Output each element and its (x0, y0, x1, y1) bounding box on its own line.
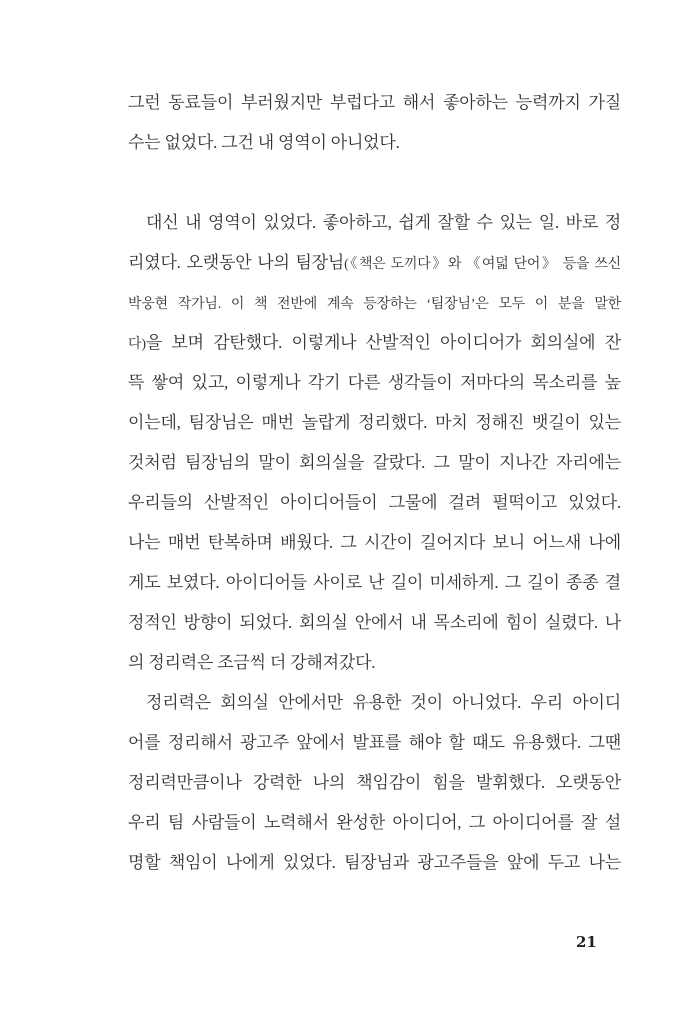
text-line (128, 763, 621, 803)
body-text: 정적인 방향이 되었다. 회의실 안에서 내 목소리에 힘이 실렸다. 나 (128, 613, 621, 632)
text-line (128, 523, 621, 563)
text-line (128, 323, 621, 363)
body-text: 을 보며 감탄했다. 이렇게나 산발적인 아이디어가 회의실에 잔 (145, 333, 621, 352)
text-line (128, 283, 621, 323)
text-line (128, 403, 621, 443)
body-text: 명할 책임이 나에게 있었다. 팀장님과 광고주들을 앞에 두고 나는 (128, 853, 621, 872)
text-line (128, 683, 621, 723)
body-text: 리였다. 오랫동안 나의 팀장님 (128, 253, 345, 272)
text-line (128, 443, 621, 483)
body-text-block (128, 83, 621, 883)
page-number: 21 (576, 933, 597, 951)
body-text: 대신 내 영역이 있었다. 좋아하고, 쉽게 잘할 수 있는 일. 바로 정 (146, 213, 621, 232)
body-text: 게도 보였다. 아이디어들 사이로 난 길이 미세하게. 그 길이 종종 결 (128, 573, 621, 592)
text-line (128, 203, 621, 243)
body-text: 이는데, 팀장님은 매번 놀랍게 정리했다. 마치 정해진 뱃길이 있는 (128, 413, 621, 432)
text-line (128, 643, 621, 683)
text-line (128, 723, 621, 763)
body-text: 어를 정리해서 광고주 앞에서 발표를 해야 할 때도 유용했다. 그땐 (128, 733, 621, 752)
text-line (128, 843, 621, 883)
text-line (128, 123, 621, 163)
text-line (128, 243, 621, 283)
inline-note-text: 다) (128, 337, 146, 352)
inline-note-text: (《책은 도끼다》와 《여덟 단어》 등을 쓰신 (344, 257, 621, 272)
text-line (128, 803, 621, 843)
body-text: 우리들의 산발적인 아이디어들이 그물에 걸려 펄떡이고 있었다. (128, 493, 621, 512)
text-line (128, 83, 621, 123)
inline-note-text: 박웅현 작가님. 이 책 전반에 계속 등장하는 ‘팀장님’은 모두 이 분을 말한 (128, 297, 621, 312)
body-text: 정리력은 회의실 안에서만 유용한 것이 아니었다. 우리 아이디 (146, 693, 621, 712)
body-text: 뜩 쌓여 있고, 이렇게나 각기 다른 생각들이 저마다의 목소리를 높 (128, 373, 621, 392)
body-text: 것처럼 팀장님의 말이 회의실을 갈랐다. 그 말이 지나간 자리에는 (128, 453, 621, 472)
text-line (128, 603, 621, 643)
text-line (128, 563, 621, 603)
body-text: 정리력만큼이나 강력한 나의 책임감이 힘을 발휘했다. 오랫동안 (128, 773, 621, 792)
body-text: 그런 동료들이 부러웠지만 부럽다고 해서 좋아하는 능력까지 가질 (128, 93, 621, 112)
body-text: 의 정리력은 조금씩 더 강해져갔다. (128, 653, 376, 672)
body-text: 수는 없었다. 그건 내 영역이 아니었다. (128, 133, 400, 152)
text-line (128, 483, 621, 523)
body-text: 나는 매번 탄복하며 배웠다. 그 시간이 길어지다 보니 어느새 나에 (128, 533, 621, 552)
text-line (128, 363, 621, 403)
body-text: 우리 팀 사람들이 노력해서 완성한 아이디어, 그 아이디어를 잘 설 (128, 813, 621, 832)
